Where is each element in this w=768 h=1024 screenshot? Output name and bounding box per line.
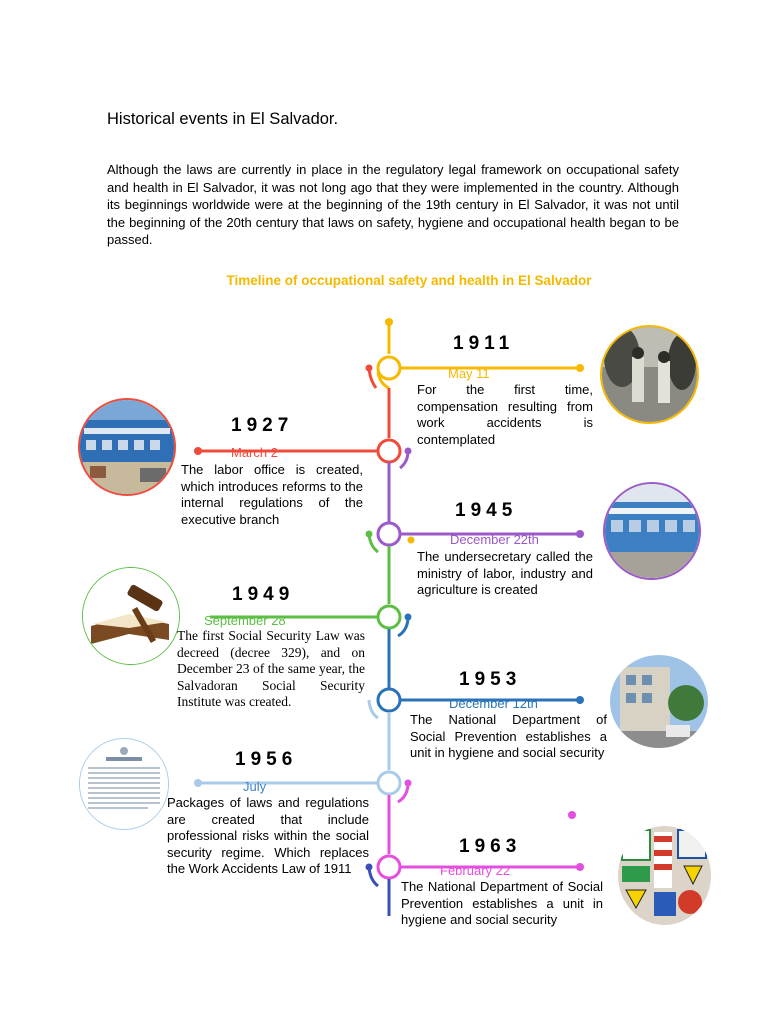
event-date-1949: September 28 <box>204 613 286 628</box>
event-year-1927: 1927 <box>231 415 294 436</box>
page-title: Historical events in El Salvador. <box>107 110 339 128</box>
event-text-1945: The undersecretary called the ministry of labor, industry and agriculture is created <box>417 549 593 597</box>
event-text-1949: The first Social Security Law was decreed (decree 329), and on December 23 of the same year, the Salvadoran Social Security Institute was created. <box>177 628 365 709</box>
event-text-1911: For the first time, compensation resulting from work accidents is contemplated <box>417 382 593 447</box>
office-building-photo-icon <box>78 398 176 496</box>
legal-document-icon <box>79 738 169 830</box>
event-text-1927: The labor office is created, which introduces reforms to the internal regulations of the executive branch <box>181 462 363 527</box>
event-date-1945: December 22th <box>450 532 539 547</box>
event-year-1911: 1911 <box>453 333 515 354</box>
event-date-1956: July <box>243 779 267 794</box>
event-text-1953: The National Department of Social Prevention establishes a unit in hygiene and social security <box>410 712 607 760</box>
event-year-1963: 1963 <box>459 836 522 857</box>
timeline-node-1956 <box>198 700 400 794</box>
timeline-node-1927 <box>198 368 400 462</box>
event-date-1963: February 22 <box>440 863 511 878</box>
safety-signs-icon <box>618 826 711 925</box>
timeline-title: Timeline of occupational safety and health in El Salvador <box>226 273 592 288</box>
intro-paragraph: Although the laws are currently in place in the regulatory legal framework on occupational safety and health in El Salvador, it was not long ago that they were implemented in the country. Although its beginnings worldwide were at the beginning of the 19th century in El Salvador, it was not until the beginning of the 20th century that laws on safety, hygiene and occupational health began to be passed. <box>107 162 679 247</box>
event-text-1963: The National Department of Social Prevention establishes a unit in hygiene and social security <box>401 879 603 927</box>
event-date-1953: December 12th <box>449 696 538 711</box>
event-text-1956: Packages of laws and regulations are created that include professional risks within the social security regime. Which replaces the Work Accidents Law of 1911 <box>167 795 369 876</box>
event-date-1927: March 2 <box>231 445 278 460</box>
event-year-1956: 1956 <box>235 749 298 770</box>
gavel-and-book-icon <box>82 567 180 665</box>
event-year-1949: 1949 <box>232 584 295 605</box>
event-year-1945: 1945 <box>455 500 518 521</box>
ministry-building-photo-icon <box>603 482 701 580</box>
workers-photo-icon <box>600 325 699 424</box>
timeline-node-1945 <box>378 451 580 545</box>
event-year-1953: 1953 <box>459 669 522 690</box>
event-date-1911: May 11 <box>448 366 490 381</box>
building-exterior-photo-icon <box>610 655 708 748</box>
